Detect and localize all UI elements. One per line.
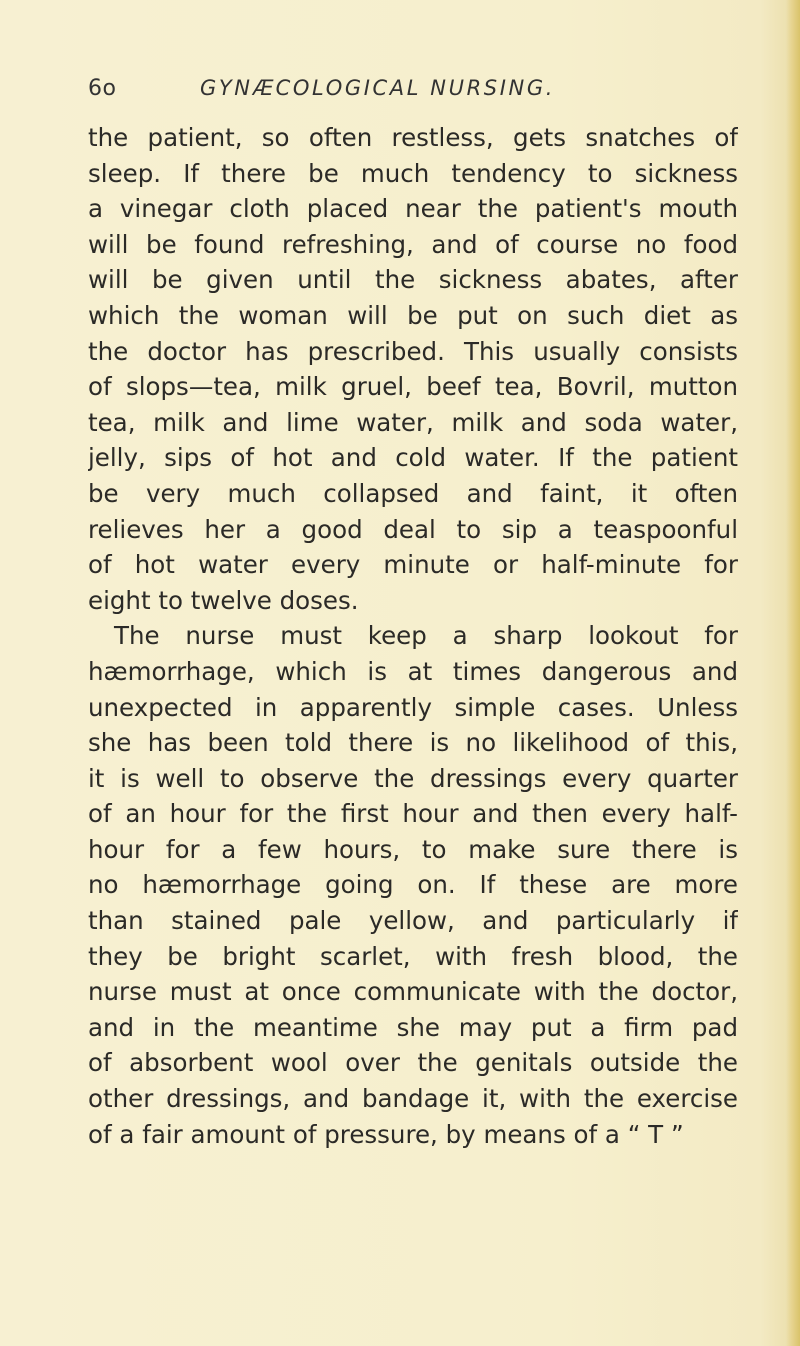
text-line: it is well to observe the dressings every quarter	[88, 763, 738, 793]
page-header	[88, 76, 738, 110]
paragraph-first-line: The nurse must keep a sharp lookout for	[114, 621, 738, 651]
text-line: she has been told there is no likelihood of this,	[88, 728, 738, 758]
text-line: of absorbent wool over the genitals outside the	[88, 1048, 738, 1078]
text-line: will be found refreshing, and of course no food	[88, 229, 738, 259]
text-line: no hæmorrhage going on. If these are more	[88, 870, 738, 900]
text-line: and in the meantime she may put a firm pad	[88, 1012, 738, 1042]
text-line: hour for a few hours, to make sure there is	[88, 834, 738, 864]
text-line: they be bright scarlet, with fresh blood, the	[88, 941, 738, 971]
text-line: will be given until the sickness abates, after	[88, 265, 738, 295]
text-line: the patient, so often restless, gets snatches of	[88, 123, 738, 152]
paragraph-last-line: eight to twelve doses.	[88, 585, 359, 615]
text-line: be very much collapsed and faint, it often	[88, 478, 738, 508]
text-line: than stained pale yellow, and particularly if	[88, 906, 738, 936]
text-line: of slops—tea, milk gruel, beef tea, Bovril, mutton	[88, 372, 738, 402]
running-head: GYNÆCOLOGICAL NURSING.	[200, 76, 555, 100]
text-line: jelly, sips of hot and cold water. If the patient	[88, 443, 738, 473]
text-line: sleep. If there be much tendency to sickness	[88, 158, 738, 188]
text-line: tea, milk and lime water, milk and soda water,	[88, 407, 738, 437]
text-line: of hot water every minute or half-minute for	[88, 550, 738, 580]
text-line: which the woman will be put on such diet as	[88, 300, 738, 330]
text-line: of a fair amount of pressure, by means of a “ T ”	[88, 1119, 684, 1149]
text-line: relieves her a good deal to sip a teaspoonful	[88, 514, 738, 544]
text-line: of an hour for the first hour and then every half-	[88, 799, 738, 829]
text-line: unexpected in apparently simple cases. Unless	[88, 692, 738, 722]
body-text	[88, 120, 738, 1152]
text-line: other dressings, and bandage it, with the exercise	[88, 1084, 738, 1114]
page-number: 6o	[88, 76, 117, 101]
text-line: hæmorrhage, which is at times dangerous and	[88, 656, 738, 686]
text-line: a vinegar cloth placed near the patient's mouth	[88, 194, 738, 224]
text-line: the doctor has prescribed. This usually consists	[88, 336, 738, 366]
page-edge	[786, 0, 800, 1346]
text-line: nurse must at once communicate with the doctor,	[88, 977, 738, 1007]
